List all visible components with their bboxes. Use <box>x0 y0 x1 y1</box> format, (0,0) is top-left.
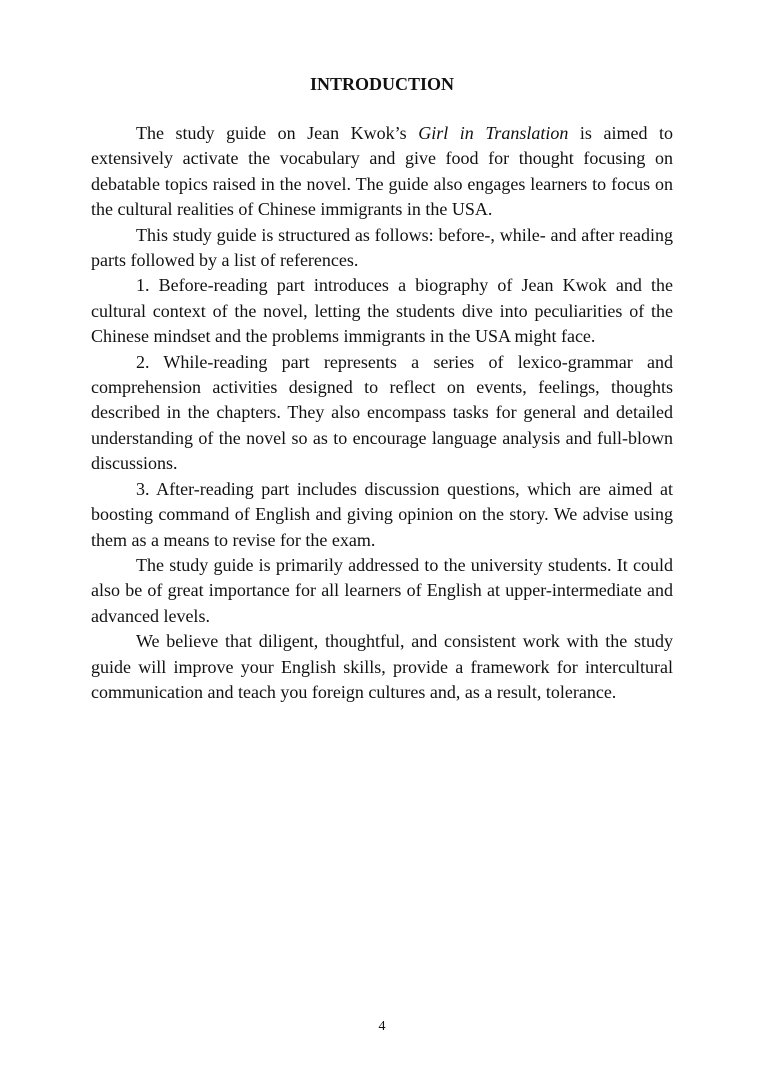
audience-paragraph: The study guide is primarily addressed to the university students. It could also be of great importance for all learners of English at upper-intermediate and advanced levels. <box>91 554 673 626</box>
structure-paragraph: This study guide is structured as follows: before-, while- and after reading parts followed by a list of references. <box>91 224 673 271</box>
after-reading-paragraph: 3. After-reading part includes discussion questions, which are aimed at boosting command of English and giving opinion on the story. We advise using them as a means to revise for the exam. <box>91 478 673 550</box>
intro-text-start: The study guide on Jean Kwok’s <box>136 123 419 143</box>
page-title: INTRODUCTION <box>309 74 455 94</box>
before-reading-paragraph: 1. Before-reading part introduces a biography of Jean Kwok and the cultural context of the novel, letting the students dive into peculiarities of the Chinese mindset and the problems immigrants in the USA might face. <box>91 275 673 347</box>
while-reading-paragraph: 2. While-reading part represents a series of lexico-grammar and comprehension activities designed to reflect on events, feelings, thoughts described in the chapters. They also encompass tasks for general and detailed understanding of the novel so as to encourage language analysis and full-blown discussions. <box>91 351 673 474</box>
page-number: 4 <box>378 1019 386 1034</box>
intro-paragraph <box>91 121 673 223</box>
body-text <box>91 121 673 705</box>
closing-paragraph: We believe that diligent, thoughtful, and consistent work with the study guide will improve your English skills, provide a framework for intercultural communication and teach you foreign cultures and, as a result, tolerance. <box>91 631 673 702</box>
book-title: Girl in Translation <box>418 123 569 143</box>
intro-text-end: is aimed to extensively activate the vocabulary and give food for thought focusing on debatable topics raised in the novel. The guide also engages learners to focus on the cultural realities of Chinese immigrants in the USA. <box>91 123 673 220</box>
